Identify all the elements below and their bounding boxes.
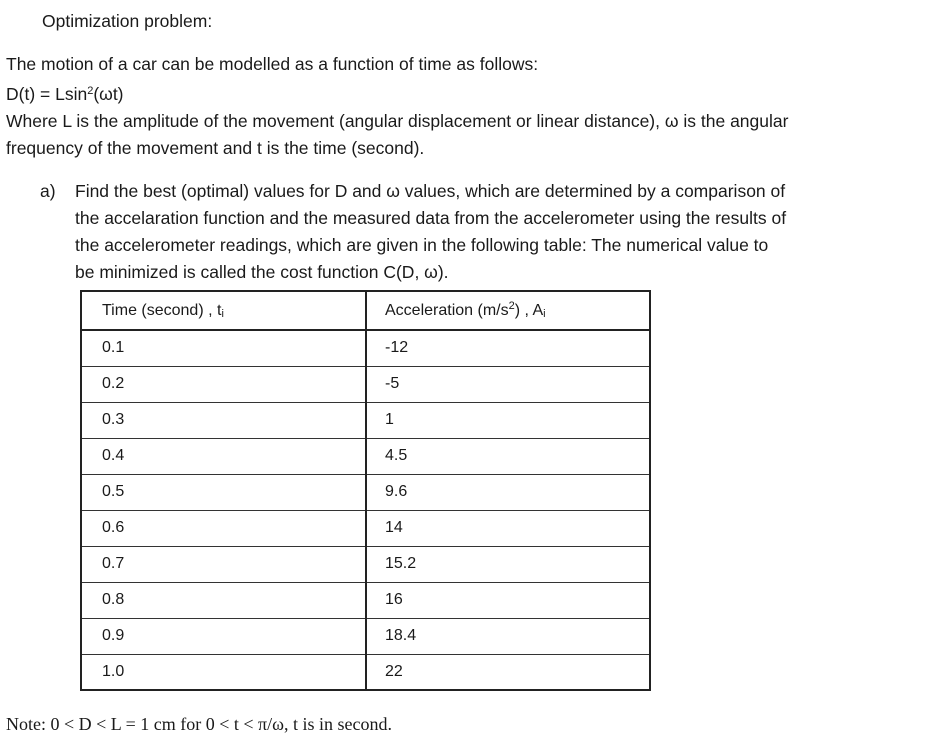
- table-row: [81, 330, 650, 366]
- definition-text: Where L is the amplitude of the movement (angular displacement or linear distance), ω is the angular: [6, 111, 789, 131]
- time-cell: 0.8: [81, 582, 366, 618]
- question-marker: a): [40, 181, 56, 201]
- definition-text-cont: frequency of the movement and t is the time (second).: [6, 138, 425, 158]
- accelerometer-table: [80, 290, 651, 691]
- acceleration-cell: 1: [366, 402, 650, 438]
- table-row: [81, 402, 650, 438]
- acceleration-cell: 15.2: [366, 546, 650, 582]
- time-cell: 0.7: [81, 546, 366, 582]
- intro-text: The motion of a car can be modelled as a function of time as follows:: [6, 54, 539, 74]
- time-cell: 0.6: [81, 510, 366, 546]
- table-row: [81, 654, 650, 690]
- question-text-line4: be minimized is called the cost function C(D, ω).: [75, 262, 449, 282]
- question-text-line3: the accelerometer readings, which are given in the following table: The numerical value to: [75, 235, 769, 255]
- table-row: [81, 366, 650, 402]
- header-time: Time (second) , $t_i$: [81, 291, 366, 330]
- table-row: [81, 474, 650, 510]
- acceleration-cell: -12: [366, 330, 650, 366]
- table-row: [81, 582, 650, 618]
- time-cell: 0.5: [81, 474, 366, 510]
- header-acceleration: Acceleration $(m/s^2)$ , $A_i$: [366, 291, 650, 330]
- table-row: [81, 438, 650, 474]
- constraint-note: Note: 0 < D < L = 1 cm for 0 < t < π/ω, t is in second.: [6, 714, 392, 734]
- section-heading: Optimization problem:: [42, 11, 213, 31]
- table-row: [81, 510, 650, 546]
- time-cell: 0.4: [81, 438, 366, 474]
- motion-formula: [6, 83, 124, 105]
- time-cell: 0.3: [81, 402, 366, 438]
- time-cell: 0.1: [81, 330, 366, 366]
- table-header-row: [81, 291, 650, 330]
- time-cell: 1.0: [81, 654, 366, 690]
- question-text-line2: the accelaration function and the measured data from the accelerometer using the results of: [75, 208, 787, 228]
- time-cell: 0.9: [81, 618, 366, 654]
- acceleration-cell: 9.6: [366, 474, 650, 510]
- acceleration-cell: 18.4: [366, 618, 650, 654]
- question-text-line1: Find the best (optimal) values for D and ω values, which are determined by a comparison of: [75, 181, 786, 201]
- acceleration-cell: 22: [366, 654, 650, 690]
- formula-exponent: 2: [87, 85, 94, 97]
- formula-prefix: D(t) = Lsin: [6, 84, 88, 104]
- acceleration-cell: -5: [366, 366, 650, 402]
- time-cell: 0.2: [81, 366, 366, 402]
- acceleration-cell: 16: [366, 582, 650, 618]
- formula-suffix: (ωt): [93, 84, 124, 104]
- table-row: [81, 618, 650, 654]
- table-row: [81, 546, 650, 582]
- acceleration-cell: 14: [366, 510, 650, 546]
- acceleration-cell: 4.5: [366, 438, 650, 474]
